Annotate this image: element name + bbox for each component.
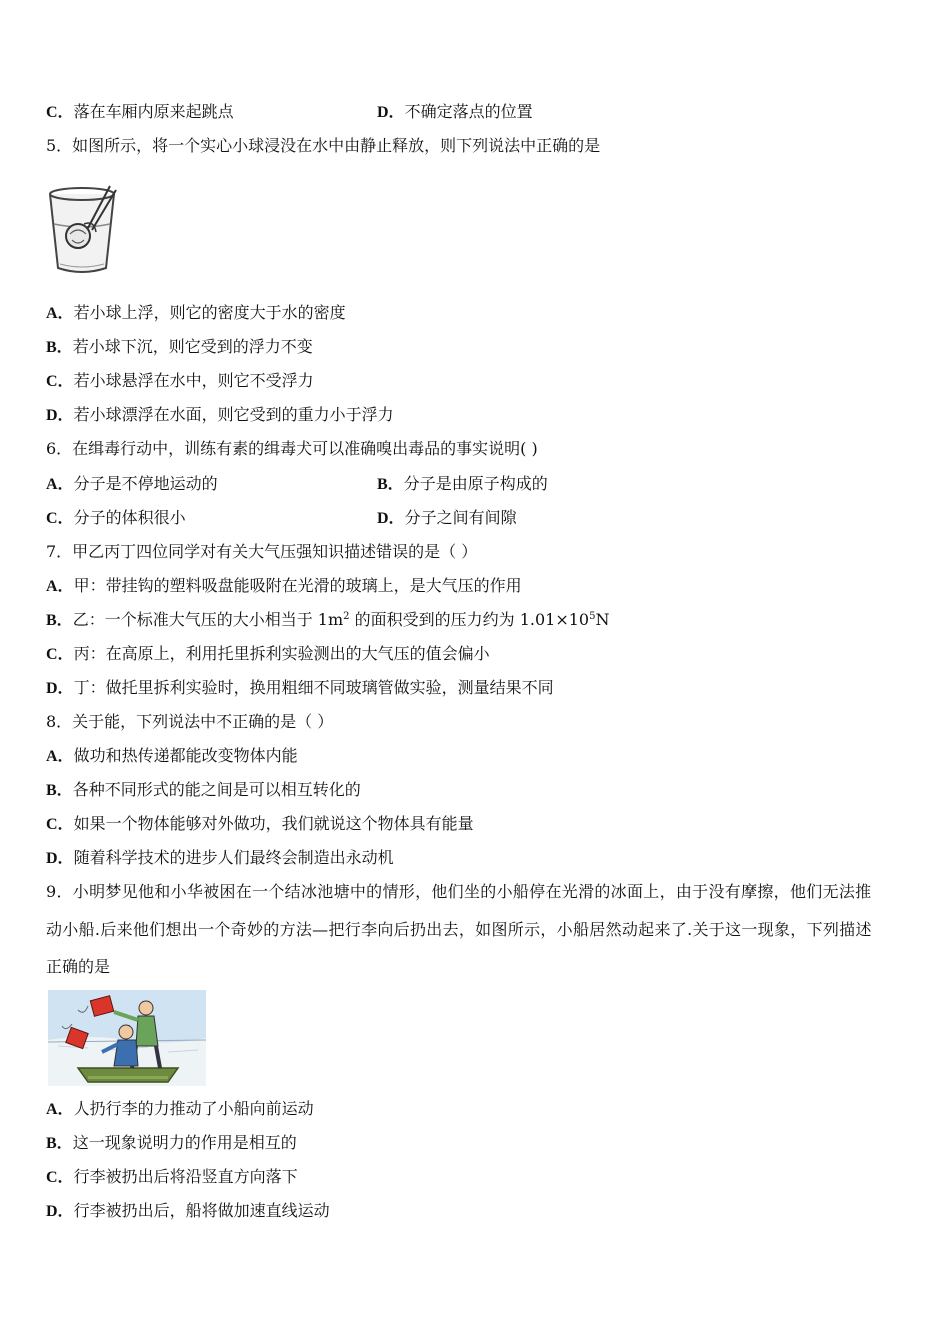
option-letter: B． [46, 1135, 73, 1152]
option-text: 分子的体积很小 [73, 508, 186, 527]
q6-option-b [377, 474, 548, 495]
option-text-pre: 乙：一个标准大气压的大小相当于 1m [72, 610, 344, 629]
q6-option-c [46, 508, 186, 529]
q4-option-c [46, 102, 234, 123]
q8-option-b [46, 780, 361, 801]
option-text: 各种不同形式的能之间是可以相互转化的 [72, 780, 361, 799]
q8-option-c [46, 814, 474, 835]
option-text: 分子之间有间隙 [404, 508, 517, 527]
option-text: 行李被扔出后将沿竖直方向落下 [73, 1167, 298, 1186]
option-text: 分子是由原子构成的 [403, 474, 548, 493]
option-letter: A． [46, 476, 74, 493]
q5-option-a [46, 303, 346, 324]
option-text: 甲：带挂钩的塑料吸盘能吸附在光滑的玻璃上，是大气压的作用 [73, 576, 522, 595]
q6-option-d [377, 508, 517, 529]
option-text: 分子是不停地运动的 [73, 474, 218, 493]
q9-stem-line-3: 正确的是 [46, 957, 111, 976]
option-text: 若小球漂浮在水面，则它受到的重力小于浮力 [73, 405, 394, 424]
q7-option-c [46, 644, 490, 665]
option-text-mid: 的面积受到的压力约为 1.01×10 [349, 610, 590, 629]
q7-option-d [46, 678, 554, 699]
q7-option-b [46, 610, 609, 631]
option-letter: C． [46, 510, 74, 527]
option-letter: C． [46, 104, 74, 121]
option-text: 人扔行李的力推动了小船向前运动 [73, 1099, 314, 1118]
q6-option-a [46, 474, 218, 495]
beaker-ball-figure [44, 180, 120, 276]
option-letter: C． [46, 373, 74, 390]
q5-option-b [46, 337, 313, 358]
option-text: 若小球下沉，则它受到的浮力不变 [72, 337, 313, 356]
q5-option-d [46, 405, 394, 426]
option-letter: A． [46, 1101, 74, 1118]
option-text: 丁：做托里拆利实验时，换用粗细不同玻璃管做实验，测量结果不同 [73, 678, 554, 697]
option-letter: A． [46, 748, 74, 765]
option-letter: B． [46, 782, 73, 799]
q9-option-a [46, 1099, 314, 1120]
q7-option-a [46, 576, 522, 597]
q9-option-b [46, 1133, 297, 1154]
option-text: 行李被扔出后，船将做加速直线运动 [73, 1201, 330, 1220]
option-text: 若小球上浮，则它的密度大于水的密度 [73, 303, 346, 322]
option-letter: D． [46, 850, 74, 867]
option-text: 落在车厢内原来起跳点 [73, 102, 234, 121]
option-letter: C． [46, 1169, 74, 1186]
option-letter: D． [377, 510, 405, 527]
option-text: 做功和热传递都能改变物体内能 [73, 746, 298, 765]
superscript-power-exponent: 5 [589, 611, 596, 622]
q5-stem: 5．如图所示，将一个实心小球浸没在水中由静止释放，则下列说法中正确的是 [46, 136, 601, 155]
q6-stem: 6．在缉毒行动中，训练有素的缉毒犬可以准确嗅出毒品的事实说明( ) [46, 439, 538, 458]
option-letter: B． [46, 612, 73, 629]
q9-option-d [46, 1201, 330, 1222]
option-letter: B． [377, 476, 404, 493]
option-text: 这一现象说明力的作用是相互的 [72, 1133, 297, 1152]
option-text: 丙：在高原上，利用托里拆利实验测出的大气压的值会偏小 [73, 644, 490, 663]
option-text: 若小球悬浮在水中，则它不受浮力 [73, 371, 314, 390]
boat-luggage-figure [48, 990, 206, 1086]
option-letter: C． [46, 646, 74, 663]
q4-option-d [377, 102, 533, 123]
option-text: 不确定落点的位置 [404, 102, 533, 121]
q8-stem: 8．关于能，下列说法中不正确的是（ ） [46, 712, 334, 731]
option-letter: D． [46, 680, 74, 697]
q7-stem: 7．甲乙丙丁四位同学对有关大气压强知识描述错误的是（ ） [46, 542, 478, 561]
option-letter: D． [46, 407, 74, 424]
option-letter: D． [46, 1203, 74, 1220]
option-letter: D． [377, 104, 405, 121]
option-text-post: N [595, 610, 610, 629]
q8-option-a [46, 746, 298, 767]
q5-option-c [46, 371, 314, 392]
option-letter: C． [46, 816, 74, 833]
q9-option-c [46, 1167, 298, 1188]
option-letter: B． [46, 339, 73, 356]
q8-option-d [46, 848, 394, 869]
superscript-area-exponent: 2 [343, 611, 350, 622]
q9-stem-line-1: 9．小明梦见他和小华被困在一个结冰池塘中的情形，他们坐的小船停在光滑的冰面上，由于没有摩擦，他们无法推 [46, 882, 872, 901]
option-text: 如果一个物体能够对外做功，我们就说这个物体具有能量 [73, 814, 474, 833]
option-text: 随着科学技术的进步人们最终会制造出永动机 [73, 848, 394, 867]
option-letter: A． [46, 578, 74, 595]
option-letter: A． [46, 305, 74, 322]
q9-stem-line-2: 动小船.后来他们想出一个奇妙的方法—把行李向后扔出去，如图所示，小船居然动起来了.关于这一现象，下列描述 [46, 920, 872, 939]
